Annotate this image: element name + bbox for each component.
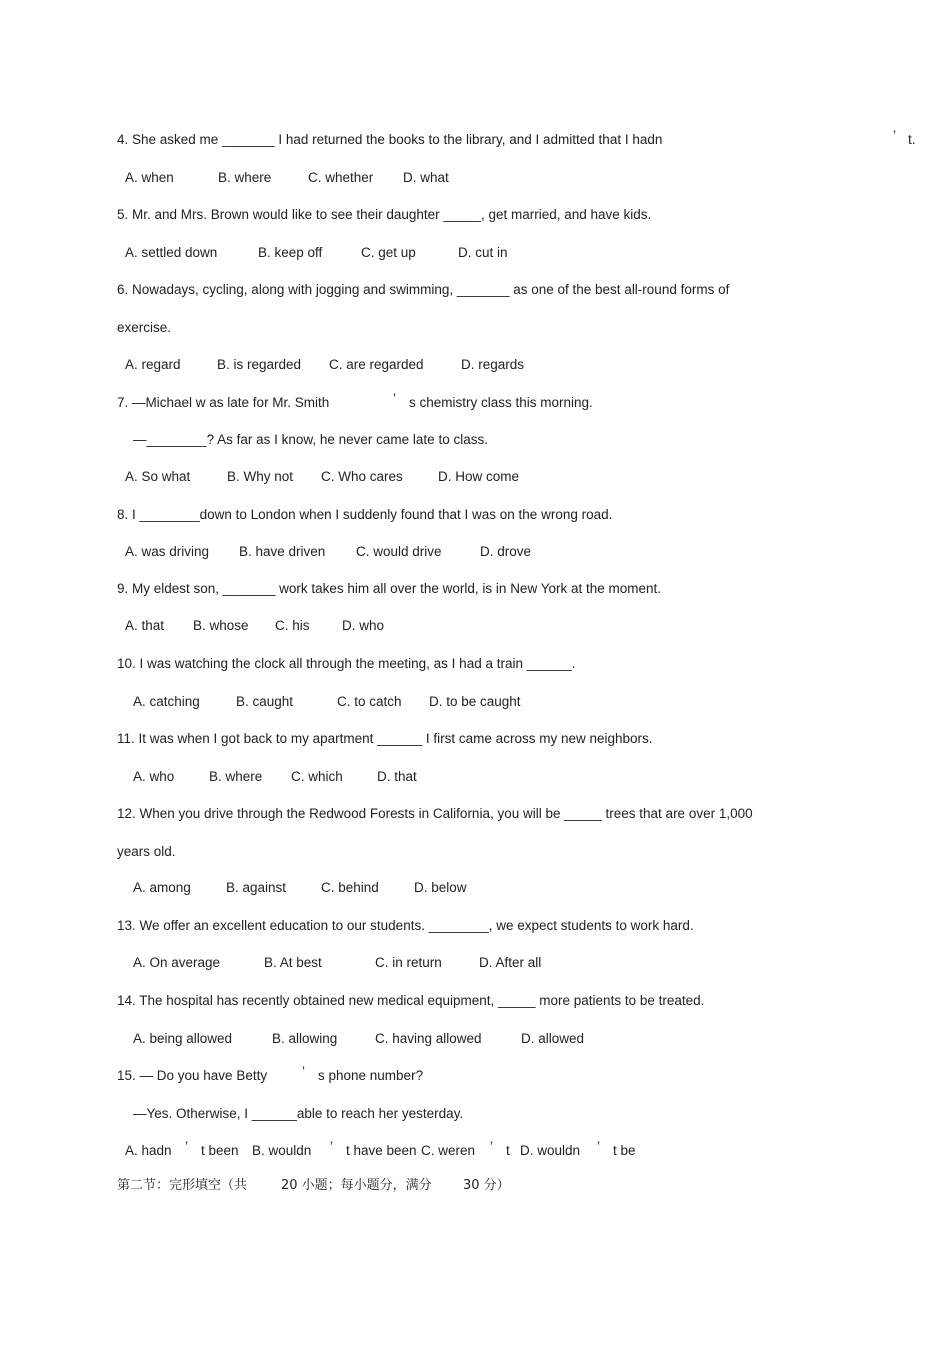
- q9-option-b[interactable]: B. whose: [193, 618, 249, 633]
- q7-apostrophe: ’: [393, 391, 396, 406]
- q4-option-d[interactable]: D. what: [403, 170, 449, 185]
- q14-option-d[interactable]: D. allowed: [521, 1031, 585, 1046]
- q11-option-d[interactable]: D. that: [377, 769, 417, 784]
- q7-option-c[interactable]: C. Who cares: [321, 469, 403, 484]
- q15-option-d-tail[interactable]: t be: [613, 1143, 636, 1158]
- q15-option-c-apostrophe: ’: [490, 1139, 493, 1154]
- q12-option-a[interactable]: A. among: [133, 880, 191, 895]
- q15-apostrophe: ’: [302, 1064, 305, 1079]
- q5-option-b[interactable]: B. keep off: [258, 245, 323, 260]
- q10-option-d[interactable]: D. to be caught: [429, 694, 521, 709]
- q8-option-d[interactable]: D. drove: [480, 544, 532, 559]
- q9-stem: 9. My eldest son, _______ work takes him all over the world, is in New York at the moment.: [117, 581, 662, 596]
- q14-option-a[interactable]: A. being allowed: [133, 1031, 233, 1046]
- q5-option-d[interactable]: D. cut in: [458, 245, 508, 260]
- q5-stem: 5. Mr. and Mrs. Brown would like to see their daughter _____, get married, and have kids.: [117, 207, 652, 222]
- q15-option-b[interactable]: B. wouldn: [252, 1143, 312, 1158]
- q15-option-a-tail[interactable]: t been: [201, 1143, 239, 1158]
- q12-option-b[interactable]: B. against: [226, 880, 287, 895]
- q4-stem-tail: t.: [908, 132, 916, 147]
- q15-stem-continued: s phone number?: [318, 1068, 424, 1083]
- section-heading-part1: 第二节：完形填空（共: [117, 1178, 248, 1193]
- q15-reply: —Yes. Otherwise, I ______able to reach her yesterday.: [133, 1106, 464, 1121]
- q13-option-a[interactable]: A. On average: [133, 955, 221, 970]
- q13-option-d[interactable]: D. After all: [479, 955, 542, 970]
- q6-option-c[interactable]: C. are regarded: [329, 357, 424, 372]
- q4-option-b[interactable]: B. where: [218, 170, 272, 185]
- q4-option-c[interactable]: C. whether: [308, 170, 374, 185]
- q6-stem: 6. Nowadays, cycling, along with jogging and swimming, _______ as one of the best all-round forms of: [117, 282, 730, 297]
- q9-option-c[interactable]: C. his: [275, 618, 310, 633]
- q10-option-b[interactable]: B. caught: [236, 694, 294, 709]
- q14-option-b[interactable]: B. allowing: [272, 1031, 338, 1046]
- q7-stem-continued: s chemistry class this morning.: [409, 395, 593, 410]
- q12-option-d[interactable]: D. below: [414, 880, 467, 895]
- q10-option-a[interactable]: A. catching: [133, 694, 200, 709]
- section-heading-part3: 30 分）: [463, 1178, 510, 1193]
- q10-stem: 10. I was watching the clock all through the meeting, as I had a train ______.: [117, 656, 576, 671]
- q15-option-a-apostrophe: ’: [185, 1139, 188, 1154]
- q8-option-b[interactable]: B. have driven: [239, 544, 326, 559]
- q8-option-c[interactable]: C. would drive: [356, 544, 442, 559]
- q4-apostrophe: ’: [893, 128, 896, 143]
- q15-option-c[interactable]: C. weren: [421, 1143, 476, 1158]
- q12-option-c[interactable]: C. behind: [321, 880, 379, 895]
- q4-option-a[interactable]: A. when: [125, 170, 174, 185]
- q6-stem-continued: exercise.: [117, 320, 172, 335]
- q5-option-a[interactable]: A. settled down: [125, 245, 218, 260]
- q5-option-c[interactable]: C. get up: [361, 245, 416, 260]
- q7-stem: 7. —Michael w as late for Mr. Smith: [117, 395, 330, 410]
- q14-option-c[interactable]: C. having allowed: [375, 1031, 482, 1046]
- q7-reply: —________? As far as I know, he never came late to class.: [133, 432, 488, 447]
- q11-option-a[interactable]: A. who: [133, 769, 175, 784]
- q8-option-a[interactable]: A. was driving: [125, 544, 210, 559]
- q12-stem: 12. When you drive through the Redwood Forests in California, you will be _____ trees that are over 1,000: [117, 806, 753, 821]
- section-heading-part2: 20 小题；每小题分，满分: [281, 1178, 432, 1193]
- q15-option-a-text: A. hadn: [125, 1143, 172, 1158]
- q13-stem: 13. We offer an excellent education to our students. ________, we expect students to work hard.: [117, 918, 694, 933]
- q6-option-d[interactable]: D. regards: [461, 357, 525, 372]
- q7-option-d[interactable]: D. How come: [438, 469, 520, 484]
- q15-option-b-tail[interactable]: t have been: [346, 1143, 417, 1158]
- q10-option-c[interactable]: C. to catch: [337, 694, 402, 709]
- q14-stem: 14. The hospital has recently obtained new medical equipment, _____ more patients to be treated.: [117, 993, 705, 1008]
- q12-stem-continued: years old.: [117, 844, 176, 859]
- q11-option-c[interactable]: C. which: [291, 769, 343, 784]
- q15-option-d-apostrophe: ’: [597, 1139, 600, 1154]
- q15-option-b-apostrophe: ’: [330, 1139, 333, 1154]
- q13-option-b[interactable]: B. At best: [264, 955, 322, 970]
- q6-option-b[interactable]: B. is regarded: [217, 357, 302, 372]
- q15-option-c-tail[interactable]: t: [506, 1143, 510, 1158]
- q15-stem: 15. — Do you have Betty: [117, 1068, 268, 1083]
- q11-stem: 11. It was when I got back to my apartment ______ I first came across my new neighbors.: [117, 731, 653, 746]
- q15-option-a[interactable]: [125, 1143, 172, 1159]
- q6-option-a[interactable]: A. regard: [125, 357, 181, 372]
- q4-stem: 4. She asked me _______ I had returned the books to the library, and I admitted that I hadn: [117, 132, 663, 147]
- q7-option-a[interactable]: A. So what: [125, 469, 191, 484]
- q11-option-b[interactable]: B. where: [209, 769, 263, 784]
- q13-option-c[interactable]: C. in return: [375, 955, 442, 970]
- q9-option-d[interactable]: D. who: [342, 618, 385, 633]
- q8-stem: 8. I ________down to London when I suddenly found that I was on the wrong road.: [117, 507, 613, 522]
- q9-option-a[interactable]: A. that: [125, 618, 165, 633]
- q7-option-b[interactable]: B. Why not: [227, 469, 294, 484]
- q15-option-d[interactable]: D. wouldn: [520, 1143, 581, 1158]
